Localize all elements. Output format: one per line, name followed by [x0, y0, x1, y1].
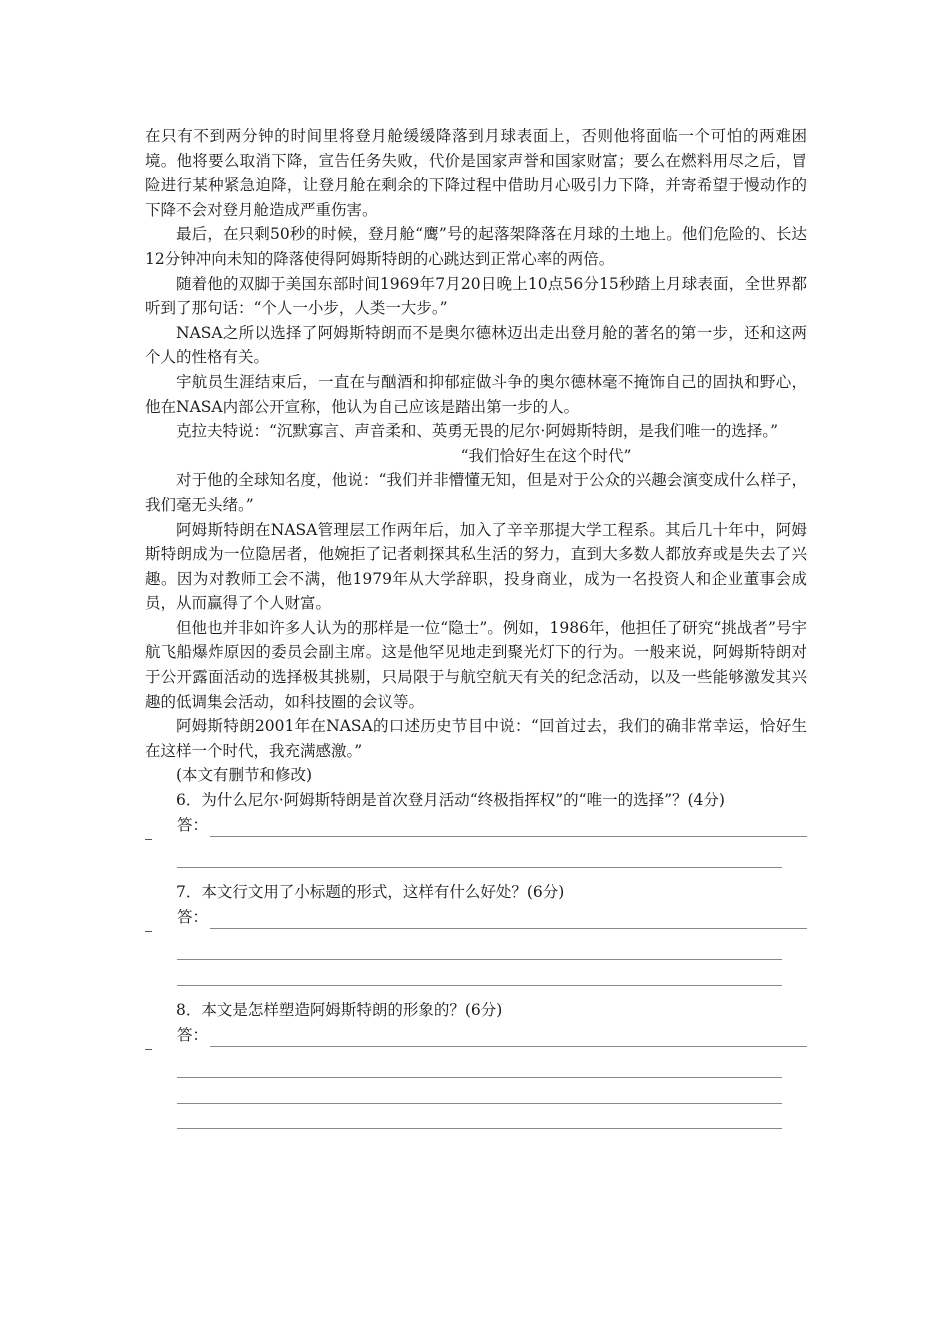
question-6: 6．为什么尼尔·阿姆斯特朗是首次登月活动“终极指挥权”的“唯一的选择”？(4分) [176, 791, 725, 810]
answer-row-7 [145, 905, 807, 930]
answer-label: 答： [177, 1025, 209, 1044]
answer-row-6 [145, 813, 807, 838]
answer-field-7[interactable] [210, 912, 807, 929]
paragraph-8: 阿姆斯特朗在NASA管理层工作两年后，加入了辛辛那提大学工程系。其后几十年中，阿姆斯特朗成为一位隐居者，他婉拒了记者刺探其私生活的努力，直到大多数人都放弃或是失去了兴趣。因为对教师工会不满，他1979年从大学辞职，投身商业，成为一名投资人和企业董事会成员，从而赢得了个人财富。 [145, 520, 807, 613]
dash-row [145, 929, 807, 949]
answer-label: 答： [177, 815, 209, 834]
paragraph-6: 克拉夫特说：“沉默寡言、声音柔和、英勇无畏的尼尔·阿姆斯特朗，是我们唯一的选择。” [176, 422, 779, 441]
answer-blank-line[interactable] [177, 949, 782, 960]
paragraph-1: 在只有不到两分钟的时间里将登月舱缓缓降落到月球表面上，否则他将面临一个可怕的两难困境。他将要么取消下降，宣告任务失败，代价是国家声誉和国家财富；要么在燃料用尽之后，冒险进行某种紧急迫降，让登月舱在剩余的下降过程中借助月心吸引力下降，并寄希望于慢动作的下降不会对登月舱造成严重伤害。 [145, 127, 807, 219]
paragraph-4: NASA之所以选择了阿姆斯特朗而不是奥尔德林迈出走出登月舱的著名的第一步，还和这两个人的性格有关。 [145, 323, 807, 367]
answer-blank-line[interactable] [177, 1078, 782, 1104]
answer-row-8 [145, 1023, 807, 1048]
question-7: 7．本文行文用了小标题的形式，这样有什么好处？(6分) [176, 883, 565, 902]
dash-mark [145, 931, 152, 932]
paragraph-7: 对于他的全球知名度，他说：“我们并非懵懂无知，但是对于公众的兴趣会演变成什么样子，我们毫无头绪。” [145, 471, 807, 514]
answer-field-8[interactable] [210, 1030, 807, 1047]
section-subtitle: “我们恰好生在这个时代” [460, 446, 632, 465]
answer-field-6[interactable] [210, 820, 807, 837]
paragraph-2: 最后，在只剩50秒的时候，登月舱“鹰”号的起落架降落在月球的土地上。他们危险的、长达12分钟冲向未知的降落使得阿姆斯特朗的心跳达到正常心率的两倍。 [145, 225, 807, 268]
answer-blank-line[interactable] [177, 857, 782, 868]
article-body [145, 124, 807, 1129]
dash-mark [145, 839, 152, 840]
dash-row [145, 837, 807, 857]
answer-blank-line[interactable] [177, 960, 782, 986]
source-note: (本文有删节和修改) [176, 766, 313, 785]
paragraph-10: 阿姆斯特朗2001年在NASA的口述历史节目中说：“回首过去，我们的确非常幸运，恰好生在这样一个时代，我充满感激。” [145, 717, 807, 760]
paragraph-9: 但他也并非如许多人认为的那样是一位“隐士”。例如，1986年，他担任了研究“挑战者”号宇航飞船爆炸原因的委员会副主席。这是他罕见地走到聚光灯下的行为。一般来说，阿姆斯特朗对于公开露面活动的选择极其挑剔，只局限于与航空航天有关的纪念活动，以及一些能够激发其兴趣的低调集会活动，如科技圈的会议等。 [145, 618, 807, 711]
answer-blank-line[interactable] [177, 1104, 782, 1130]
answer-blank-line[interactable] [177, 1067, 782, 1078]
dash-mark [145, 1049, 152, 1050]
paragraph-5: 宇航员生涯结束后，一直在与酗酒和抑郁症做斗争的奥尔德林毫不掩饰自己的固执和野心，他在NASA内部公开宣称，他认为自己应该是踏出第一步的人。 [145, 372, 807, 416]
answer-label: 答： [177, 907, 209, 926]
paragraph-3: 随着他的双脚于美国东部时间1969年7月20日晚上10点56分15秒踏上月球表面，全世界都听到了那句话：“个人一小步，人类一大步。” [145, 274, 807, 318]
question-8: 8．本文是怎样塑造阿姆斯特朗的形象的？(6分) [176, 1001, 503, 1019]
dash-row [145, 1047, 807, 1067]
